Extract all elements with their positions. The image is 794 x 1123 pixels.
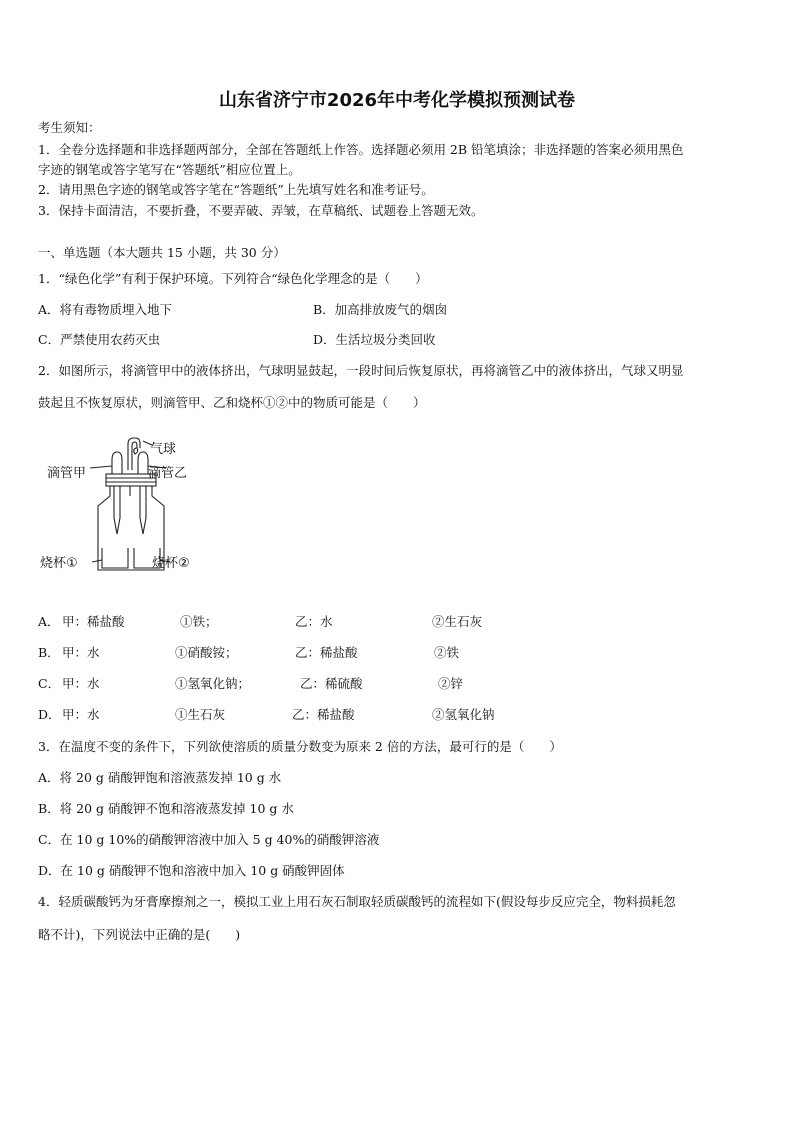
label-beaker-2: 烧杯②	[152, 556, 190, 571]
q2-option-d-letter: D．	[38, 707, 61, 722]
q2-option-d-dropper-a: 甲：水	[62, 707, 100, 722]
q2-option-c-letter: C．	[38, 676, 61, 691]
q2-option-d-beaker-1: ①生石灰	[175, 707, 226, 722]
q2-stem-line-1: 2．如图所示，将滴管甲中的液体挤出，气球明显鼓起，一段时间后恢复原状，再将滴管乙中的液体挤出，气球又明显	[38, 363, 684, 378]
balloon-tube-inner	[132, 442, 137, 470]
beaker-1	[102, 548, 128, 568]
dropper-b-bulb	[138, 452, 148, 474]
notice-item-3: 3．保持卡面清洁，不要折叠，不要弄破、弄皱，在草稿纸、试题卷上答题无效。	[38, 203, 484, 218]
q2-option-b-beaker-2: ②铁	[434, 645, 460, 660]
q2-option-a-beaker-2: ②生石灰	[432, 614, 483, 629]
notice-item-1-line-1: 1．全卷分选择题和非选择题两部分，全部在答题纸上作答。选择题必须用 2B 铅笔填涂；非选择题的答案必须用黑色	[38, 142, 684, 157]
q2-option-d-dropper-b: 乙：稀盐酸	[292, 707, 355, 722]
q2-option-c-beaker-2: ②锌	[438, 676, 464, 691]
q2-option-b-beaker-1: ①硝酸铵；	[175, 645, 238, 660]
q1-option-b: B．加高排放废气的烟囱	[313, 302, 448, 317]
q2-option-c-dropper-a: 甲：水	[62, 676, 100, 691]
dropper-a-bulb	[112, 452, 122, 474]
q3-option-b: B．将 20 g 硝酸钾不饱和溶液蒸发掉 10 g 水	[38, 801, 294, 816]
q2-stem-line-2: 鼓起且不恢复原状，则滴管甲、乙和烧杯①②中的物质可能是（ ）	[38, 395, 426, 410]
section-heading: 一、单选题（本大题共 15 小题，共 30 分）	[38, 245, 286, 260]
q1-stem: 1．“绿色化学”有利于保护环境。下列符合“绿色化学理念的是（ ）	[38, 271, 428, 286]
q2-option-c-beaker-1: ①氢氧化钠；	[175, 676, 251, 691]
q1-option-c: C．严禁使用农药灭虫	[38, 332, 161, 347]
q2-option-c-dropper-b: 乙：稀硫酸	[300, 676, 363, 691]
page-title: 山东省济宁市2026年中考化学模拟预测试卷	[218, 90, 576, 111]
label-balloon: 气球	[150, 442, 177, 457]
dropper-a-pointer	[90, 466, 112, 468]
q2-option-a-letter: A．	[38, 614, 60, 629]
q1-option-a: A．将有毒物质埋入地下	[38, 302, 173, 317]
label-dropper-a: 滴管甲	[47, 466, 87, 481]
q4-stem-line-1: 4．轻质碳酸钙为牙膏摩擦剂之一，模拟工业上用石灰石制取轻质碳酸钙的流程如下(假设每步反应完全，物料损耗忽	[38, 894, 676, 909]
notice-item-2: 2．请用黑色字迹的钢笔或答字笔在“答题纸”上先填写姓名和准考证号。	[38, 182, 434, 197]
q2-option-b-dropper-b: 乙：稀盐酸	[295, 645, 358, 660]
balloon-shape	[134, 448, 138, 454]
q3-stem: 3．在温度不变的条件下，下列欲使溶质的质量分数变为原来 2 倍的方法，最可行的是（ ）	[38, 739, 562, 754]
q2-option-a-dropper-b: 乙：水	[295, 614, 333, 629]
label-beaker-1: 烧杯①	[40, 556, 78, 571]
dropper-b-tip	[140, 486, 146, 534]
beaker-1-pointer	[92, 560, 102, 562]
q3-option-a: A．将 20 g 硝酸钾饱和溶液蒸发掉 10 g 水	[38, 770, 282, 785]
dropper-a-tip	[114, 486, 120, 534]
q2-option-a-beaker-1: ①铁；	[180, 614, 218, 629]
q3-option-c: C．在 10 g 10%的硝酸钾溶液中加入 5 g 40%的硝酸钾溶液	[38, 832, 380, 847]
q2-option-a-dropper-a: 甲：稀盐酸	[62, 614, 125, 629]
label-dropper-b: 滴管乙	[148, 466, 188, 481]
q4-stem-line-2: 略不计)，下列说法中正确的是( )	[38, 927, 241, 942]
q1-option-d: D．生活垃圾分类回收	[313, 332, 436, 347]
notice-item-1-line-2: 字迹的钢笔或答字笔写在“答题纸”相应位置上。	[38, 162, 301, 177]
q2-option-b-letter: B．	[38, 645, 60, 660]
q2-option-b-dropper-a: 甲：水	[62, 645, 100, 660]
q2-option-d-beaker-2: ②氢氧化钠	[432, 707, 495, 722]
q3-option-d: D．在 10 g 硝酸钾不饱和溶液中加入 10 g 硝酸钾固体	[38, 863, 345, 878]
notice-heading: 考生须知：	[38, 120, 101, 135]
